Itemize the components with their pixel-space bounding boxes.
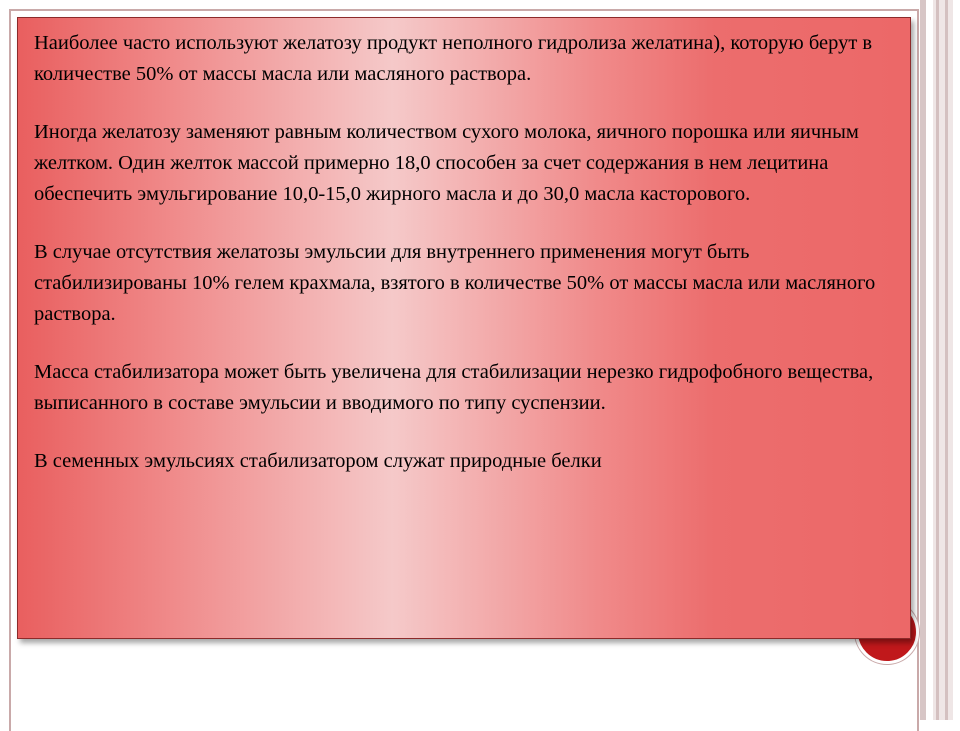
paragraph-stabilizer-mass: Масса стабилизатора может быть увеличена для стабилизации нерезко гидрофобного вещества, выписанного в составе эмульсии и вводимого по типу суспензии. (34, 361, 874, 414)
slide-text-box (17, 17, 911, 639)
paragraph-gelatose: Наиболее часто используют желатозу продукт неполного гидролиза желатина), которую берут в количестве 50% от массы масла или масляного раствора. (34, 32, 873, 85)
paragraph-starch: В случае отсутствия желатозы эмульсии для внутреннего применения могут быть стабилизированы 10% гелем крахмала, взятого в количестве 50% от массы масла или масляного раствора. (34, 241, 876, 325)
paragraph-seed-emulsions: В семенных эмульсиях стабилизатором служат природные белки (34, 450, 602, 472)
decorative-stripe (945, 0, 948, 720)
decorative-stripe (920, 0, 926, 720)
paragraph-substitutes: Иногда желатозу заменяют равным количеством сухого молока, яичного порошка или яичным желтком. Один желток массой примерно 18,0 способен за счет содержания в нем лецитина обеспечить эмульгирование 10,0-15,0 жирного масла и до 30,0 масла касторового. (34, 121, 859, 205)
decorative-stripe (936, 0, 939, 720)
decorative-stripe (928, 0, 932, 720)
